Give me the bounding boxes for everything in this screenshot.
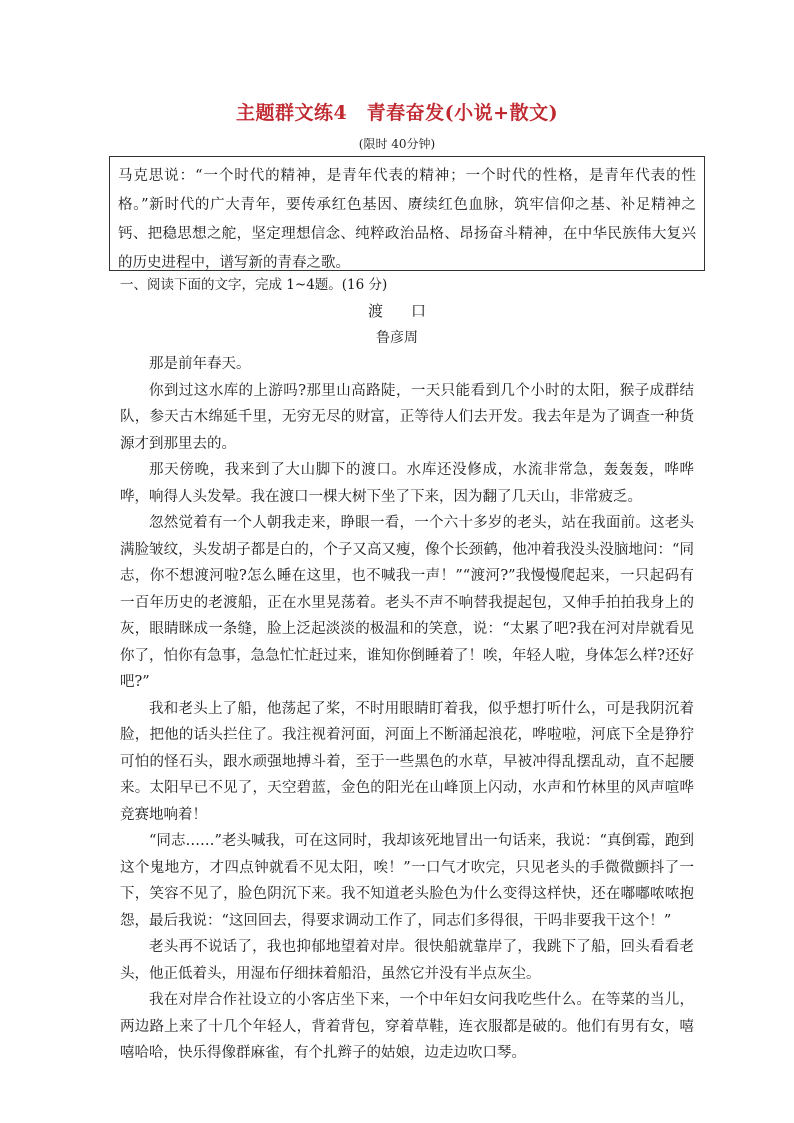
paragraph: 忽然觉着有一个人朝我走来，睁眼一看，一个六十多岁的老头，站在我面前。这老头满脸皱纹，头发胡子都是白的，个子又高又瘦，像个长颈鹤，他冲着我没头没脑地问：“同志，你不想渡河啦?怎么睡在这里，也不喊我一声！”“渡河?”我慢慢爬起来，一只起码有一百年历史的老渡船，正在水里晃荡着。老头不声不响替我提起包，又伸手拍拍我身上的灰，眼睛眯成一条缝，脸上泛起淡淡的极温和的笑意，说：“太累了吧?我在河对岸就看见你了，怕你有急事，急急忙忙赶过来，谁知你倒睡着了！唉，年轻人啦，身体怎么样?还好吧?” — [120, 515, 694, 690]
paragraph: 那天傍晚，我来到了大山脚下的渡口。水库还没修成，水流非常急，轰轰轰，哗哗哗，响得人头发晕。我在渡口一棵大树下坐了下来，因为翻了几天山，非常疲乏。 — [120, 462, 694, 505]
article-author: 鲁彦周 — [376, 330, 418, 346]
article-title-char: 口 — [411, 302, 427, 320]
paragraph: 你到过这水库的上游吗?那里山高路陡，一天只能看到几个小时的太阳，猴子成群结队，参天古木绵延千里，无穷无尽的财富，正等待人们去开发。我去年是为了调查一种货源才到那里去的。 — [120, 382, 694, 452]
article-body — [120, 351, 694, 1067]
paragraph: 我在对岸合作社设立的小客店坐下来，一个中年妇女问我吃些什么。在等菜的当儿，两边路上来了十几个年轻人，背着背包，穿着草鞋，连衣服都是破的。他们有男有女，嘻嘻哈哈，快乐得像群麻雀，有个扎辫子的姑娘，边走边吹口琴。 — [120, 992, 694, 1061]
time-limit: (限时 40分钟) — [358, 137, 436, 151]
intro-quote-box — [109, 156, 705, 271]
intro-quote-text: 马克思说：“一个时代的精神，是青年代表的精神；一个时代的性格，是青年代表的性格。”新时代的广大青年，要传承红色基因、赓续红色血脉，筑牢信仰之基、补足精神之钙、把稳思想之舵，坚定理想信念、纯粹政治品格、昂扬奋斗精神，在中华民族伟大复兴的历史进程中，谱写新的青春之歌。 — [118, 168, 696, 271]
paragraph: “同志……”老头喊我，可在这同时，我却该死地冒出一句话来，我说：“真倒霉，跑到这个鬼地方，才四点钟就看不见太阳，唉！”一口气才吹完，只见老头的手微微颤抖了一下，笑容不见了，脸色阴沉下来。我不知道老头脸色为什么变得这样快，还在嘟嘟哝哝抱怨，最后我说：“这回回去，得要求调动工作了，同志们多得很，干吗非要我干这个！” — [120, 833, 694, 929]
question-instruction: 一、阅读下面的文字，完成 1~4题。(16 分) — [120, 277, 388, 293]
page-title: 主题群文练4 青春奋发(小说+散文) — [235, 102, 559, 124]
article-title-char: 渡 — [367, 302, 383, 320]
paragraph: 我和老头上了船，他荡起了桨，不时用眼睛盯着我，似乎想打听什么，可是我阴沉着脸，把他的话头拦住了。我注视着河面，河面上不断涌起浪花，哗啦啦，河底下全是狰狞可怕的怪石头，跟水顽强地搏斗着，至于一些黑色的水草，早被冲得乱摆乱动，直不起腰来。太阳早已不见了，天空碧蓝，金色的阳光在山峰顶上闪动，水声和竹林里的风声喧哗竞赛地响着！ — [120, 700, 694, 823]
paragraph: 老头再不说话了，我也抑郁地望着对岸。很快船就靠岸了，我跳下了船，回头看看老头，他正低着头，用湿布仔细抹着船沿，虽然它并没有半点灰尘。 — [120, 939, 694, 982]
article-title — [0, 298, 794, 324]
paragraph: 那是前年春天。 — [149, 356, 251, 372]
